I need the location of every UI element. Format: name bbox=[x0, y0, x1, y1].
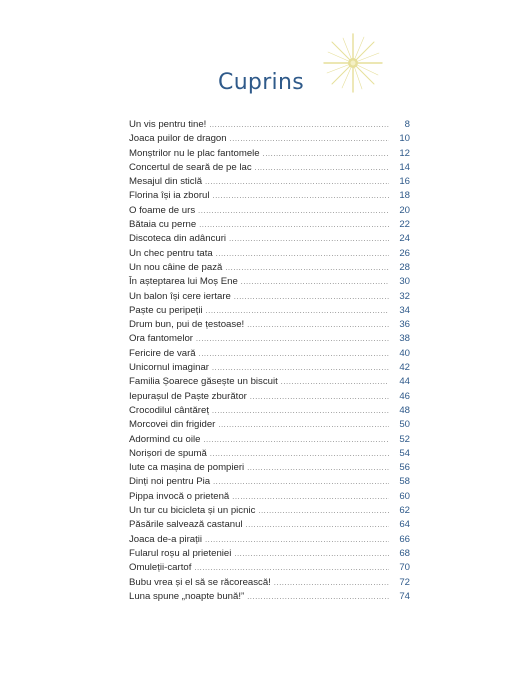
dot-leader bbox=[210, 447, 389, 461]
toc-entry-page: 70 bbox=[399, 562, 410, 574]
toc-entry-title: Un vis pentru tine! bbox=[129, 119, 207, 130]
toc-entry-page: 24 bbox=[399, 233, 410, 245]
toc-entry bbox=[129, 118, 410, 132]
toc-entry-page: 36 bbox=[399, 319, 410, 331]
toc-entry-page: 64 bbox=[399, 519, 410, 531]
page-title: Cuprins bbox=[218, 70, 304, 95]
toc-entry-page: 68 bbox=[399, 547, 410, 559]
dot-leader bbox=[205, 533, 389, 547]
toc-entry bbox=[129, 175, 410, 189]
dot-leader bbox=[246, 518, 389, 532]
toc-entry-page: 44 bbox=[399, 376, 410, 388]
dot-leader bbox=[212, 361, 389, 375]
toc-entry-page: 26 bbox=[399, 247, 410, 259]
toc-entry bbox=[129, 418, 410, 432]
toc-entry-page: 12 bbox=[399, 147, 410, 159]
toc-entry-title: Un chec pentru tata bbox=[129, 247, 213, 259]
toc-entry-title: Discoteca din adâncuri bbox=[129, 233, 227, 245]
toc-entry-title: Paște cu peripeții bbox=[129, 304, 203, 316]
toc-entry bbox=[129, 275, 410, 289]
dot-leader bbox=[258, 504, 389, 518]
toc-entry bbox=[129, 547, 410, 561]
toc-entry-page: 20 bbox=[399, 204, 410, 216]
dot-leader bbox=[263, 147, 389, 161]
toc-entry-page: 32 bbox=[399, 290, 410, 302]
toc-entry bbox=[129, 332, 410, 346]
dot-leader bbox=[196, 332, 389, 346]
toc-entry bbox=[129, 533, 410, 547]
dot-leader bbox=[234, 290, 389, 304]
toc-entry-page: 30 bbox=[399, 276, 410, 288]
dot-leader bbox=[281, 375, 389, 389]
toc-entry bbox=[129, 147, 410, 161]
toc-entry-title: Drum bun, pui de țestoase! bbox=[129, 319, 245, 331]
toc-entry-title: În așteptarea lui Moș Ene bbox=[129, 276, 238, 288]
toc-entry-page: 16 bbox=[399, 176, 410, 188]
dot-leader bbox=[230, 132, 389, 146]
toc-entry-page: 56 bbox=[399, 462, 410, 474]
toc-entry-title: Un tur cu bicicleta și un picnic bbox=[129, 505, 256, 517]
toc-entry-page: 40 bbox=[399, 347, 410, 359]
dot-leader bbox=[216, 247, 389, 261]
toc-entry-page: 62 bbox=[399, 505, 410, 517]
dot-leader bbox=[203, 433, 389, 447]
toc-entry bbox=[129, 461, 410, 475]
toc-entry-title: Iepurașul de Paște zburător bbox=[129, 390, 247, 402]
toc-entry-title: Crocodilul cântăreț bbox=[129, 404, 209, 416]
toc-entry-page: 28 bbox=[399, 261, 410, 273]
toc-entry-title: Fericire de vară bbox=[129, 347, 196, 359]
dot-leader bbox=[247, 590, 389, 604]
dot-leader bbox=[212, 404, 389, 418]
toc-entry-title: Familia Șoarece găsește un biscuit bbox=[129, 376, 278, 388]
toc-entry bbox=[129, 390, 410, 404]
toc-entry bbox=[129, 475, 410, 489]
dot-leader bbox=[229, 232, 389, 246]
toc-entry bbox=[129, 304, 410, 318]
dot-leader bbox=[206, 304, 389, 318]
dot-leader bbox=[232, 490, 389, 504]
toc-entry-page: 66 bbox=[399, 533, 410, 545]
toc-entry-page: 10 bbox=[399, 133, 410, 145]
toc-entry-title: Bătaia cu perne bbox=[129, 219, 197, 231]
toc-entry bbox=[129, 504, 410, 518]
toc-entry-page: 42 bbox=[399, 362, 410, 374]
toc-entry-page: 18 bbox=[399, 190, 410, 202]
toc-entry bbox=[129, 318, 410, 332]
toc-entry-title: Iute ca mașina de pompieri bbox=[129, 462, 245, 474]
dot-leader bbox=[194, 561, 389, 575]
toc-entry-page: 22 bbox=[399, 219, 410, 231]
toc-entry-title: Luna spune „noapte bună!” bbox=[129, 590, 245, 602]
dot-leader bbox=[274, 576, 389, 590]
toc-entry-title: Un balon își cere iertare bbox=[129, 290, 231, 302]
dot-leader bbox=[250, 390, 389, 404]
toc-entry-title: Joaca puilor de dragon bbox=[129, 133, 227, 145]
toc-entry-title: Morcovei din frigider bbox=[129, 419, 216, 431]
dot-leader bbox=[199, 218, 389, 232]
dot-leader bbox=[213, 189, 389, 203]
toc-entry bbox=[129, 561, 410, 575]
toc-entry-title: Pippa invocă o prietenă bbox=[129, 490, 230, 502]
toc-entry bbox=[129, 576, 410, 590]
toc-entry-title: Ora fantomelor bbox=[129, 333, 193, 345]
toc-entry-title: Monștrilor nu le plac fantomele bbox=[129, 147, 260, 159]
dot-leader bbox=[205, 175, 389, 189]
toc-entry bbox=[129, 232, 410, 246]
toc-entry-title: Unicornul imaginar bbox=[129, 362, 209, 374]
dot-leader bbox=[209, 118, 389, 132]
toc-entry-page: 54 bbox=[399, 447, 410, 459]
table-of-contents bbox=[129, 118, 410, 604]
dot-leader bbox=[225, 261, 389, 275]
toc-entry bbox=[129, 404, 410, 418]
toc-entry-page: 58 bbox=[399, 476, 410, 488]
toc-entry-page: 8 bbox=[404, 119, 410, 130]
toc-entry-page: 72 bbox=[399, 576, 410, 588]
toc-entry-title: Fularul roșu al prieteniei bbox=[129, 547, 232, 559]
dot-leader bbox=[198, 204, 389, 218]
toc-entry bbox=[129, 375, 410, 389]
toc-entry bbox=[129, 161, 410, 175]
toc-entry bbox=[129, 590, 410, 604]
dot-leader bbox=[218, 418, 389, 432]
dot-leader bbox=[247, 461, 389, 475]
toc-entry-page: 60 bbox=[399, 490, 410, 502]
toc-entry-title: Joaca de-a pirații bbox=[129, 533, 203, 545]
toc-entry-title: Un nou câine de pază bbox=[129, 261, 223, 273]
dot-leader bbox=[234, 547, 389, 561]
toc-entry bbox=[129, 490, 410, 504]
toc-entry-title: Dinți noi pentru Pia bbox=[129, 476, 211, 488]
dot-leader bbox=[241, 275, 389, 289]
toc-entry bbox=[129, 218, 410, 232]
dot-leader bbox=[199, 347, 389, 361]
toc-entry bbox=[129, 261, 410, 275]
toc-entry-title: Norișori de spumă bbox=[129, 447, 207, 459]
toc-entry-page: 46 bbox=[399, 390, 410, 402]
dot-leader bbox=[213, 475, 389, 489]
toc-entry-title: Adormind cu oile bbox=[129, 433, 201, 445]
toc-entry bbox=[129, 204, 410, 218]
dot-leader bbox=[247, 318, 389, 332]
toc-entry-page: 48 bbox=[399, 404, 410, 416]
toc-entry-page: 38 bbox=[399, 333, 410, 345]
toc-entry bbox=[129, 247, 410, 261]
toc-entry-page: 52 bbox=[399, 433, 410, 445]
toc-entry bbox=[129, 347, 410, 361]
toc-entry-title: O foame de urs bbox=[129, 204, 196, 216]
toc-entry bbox=[129, 361, 410, 375]
toc-entry-page: 14 bbox=[399, 161, 410, 173]
toc-entry-page: 50 bbox=[399, 419, 410, 431]
toc-entry-title: Concertul de seară de pe lac bbox=[129, 161, 252, 173]
toc-entry bbox=[129, 132, 410, 146]
toc-entry-page: 34 bbox=[399, 304, 410, 316]
toc-entry bbox=[129, 518, 410, 532]
toc-entry bbox=[129, 447, 410, 461]
toc-entry-title: Mesajul din sticlă bbox=[129, 176, 203, 188]
toc-entry-title: Omuleții-cartof bbox=[129, 562, 192, 574]
toc-entry bbox=[129, 189, 410, 203]
toc-entry-page: 74 bbox=[399, 590, 410, 602]
toc-entry-title: Bubu vrea și el să se răcorească! bbox=[129, 576, 271, 588]
toc-entry bbox=[129, 433, 410, 447]
toc-entry bbox=[129, 290, 410, 304]
toc-entry-title: Păsările salvează castanul bbox=[129, 519, 243, 531]
toc-entry-title: Florina își ia zborul bbox=[129, 190, 210, 202]
dot-leader bbox=[255, 161, 389, 175]
